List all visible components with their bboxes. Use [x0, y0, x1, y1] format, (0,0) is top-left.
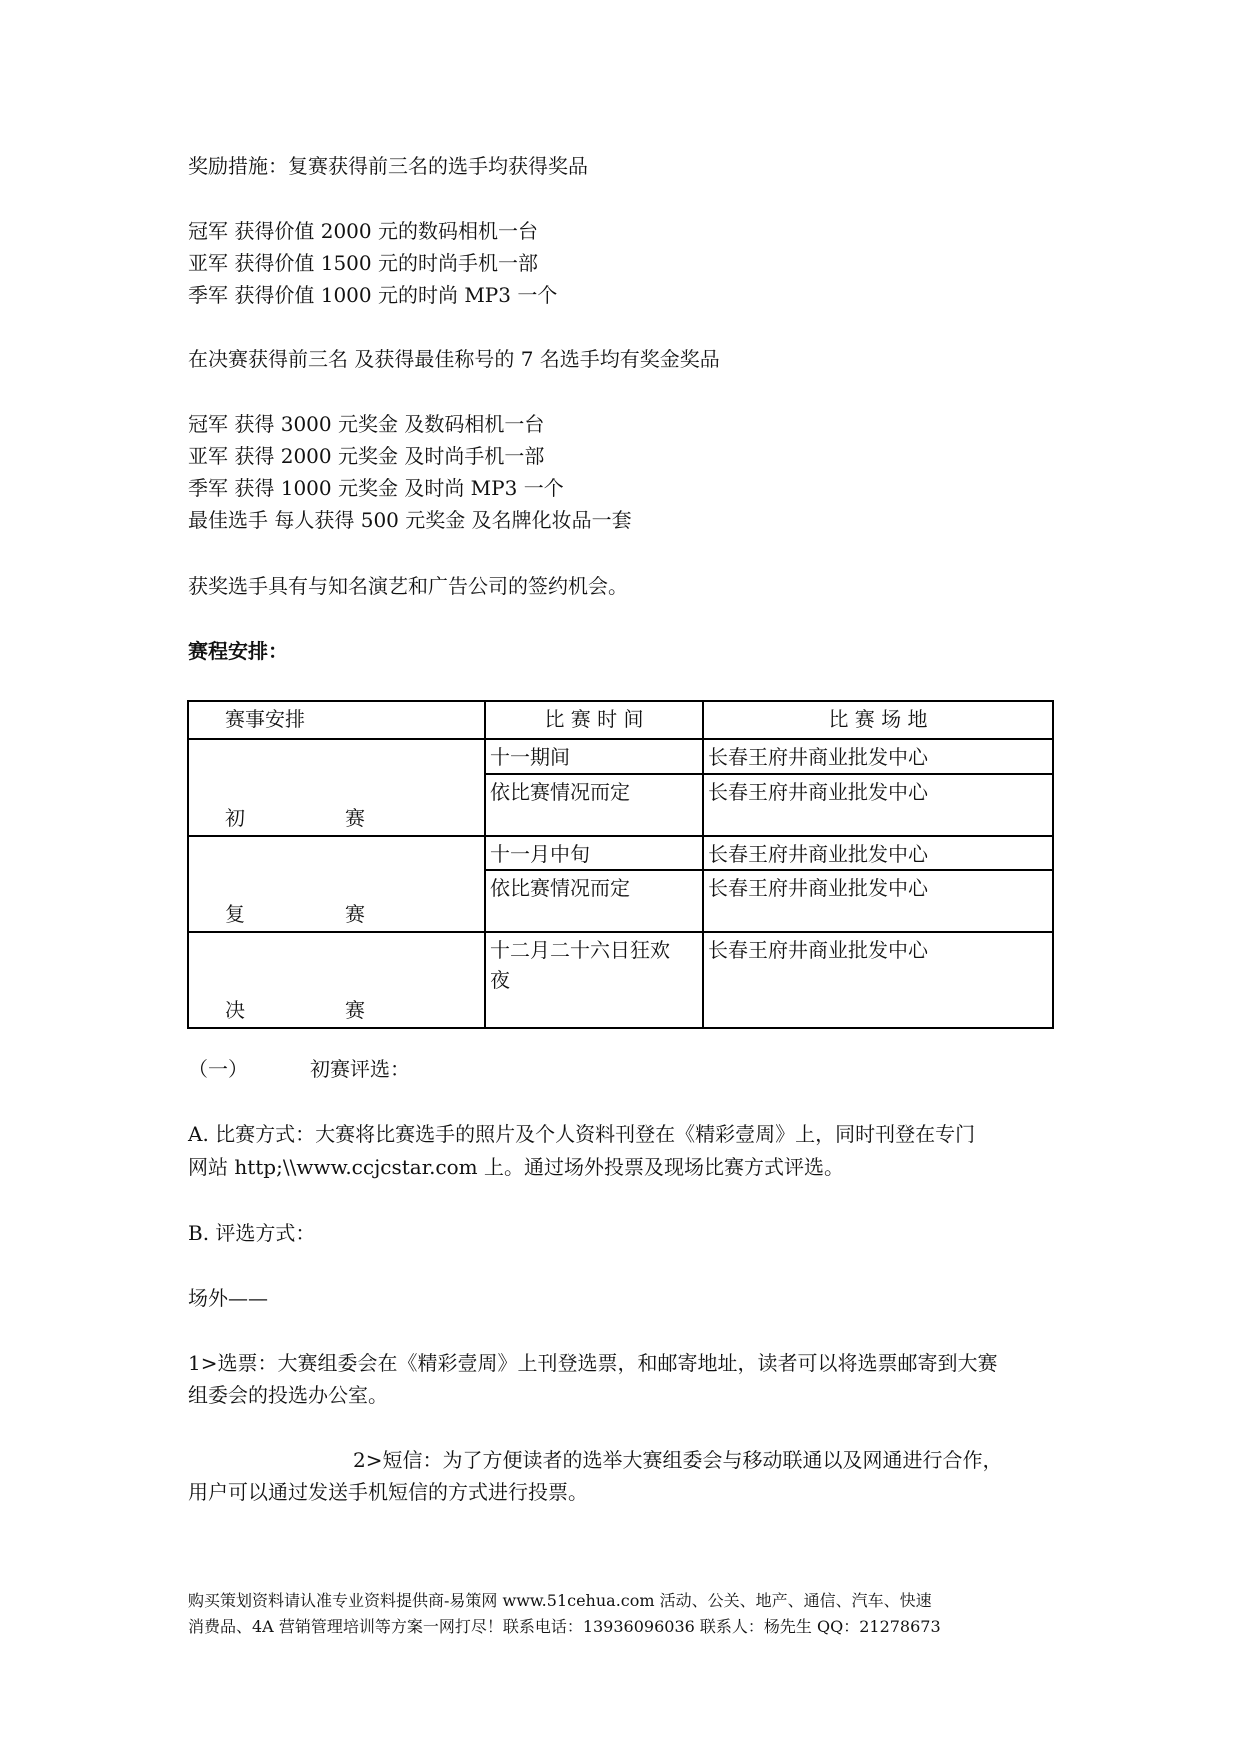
- stage-semi-label-a: 复: [225, 902, 245, 926]
- semi-time-1: 十一月中旬: [485, 836, 703, 870]
- reward-intro: 奖励措施：复赛获得前三名的选手均获得奖品: [188, 154, 588, 178]
- stage-prelim-label-b: 赛: [345, 806, 365, 830]
- semi-prize-2: 亚军 获得价值 1500 元的时尚手机一部: [188, 251, 538, 275]
- final-prize-1: 冠军 获得 3000 元奖金 及数码相机一台: [188, 412, 545, 436]
- offsite-label: 场外——: [188, 1286, 268, 1310]
- prelim-venue-1: 长春王府井商业批发中心: [703, 739, 1053, 774]
- final-prize-3: 季军 获得 1000 元奖金 及时尚 MP3 一个: [188, 476, 564, 500]
- table-row: [188, 739, 1053, 774]
- table-row: [188, 932, 1053, 1028]
- contract-note: 获奖选手具有与知名演艺和广告公司的签约机会。: [188, 574, 628, 598]
- final-time-line1: 十二月二十六日狂欢: [490, 938, 670, 962]
- section-number: （一）: [188, 1057, 248, 1081]
- footer-line1: 购买策划资料请认准专业资料提供商-易策网 www.51cehua.com 活动、公关、地产、通信、汽车、快速: [188, 1591, 932, 1610]
- final-time-line2: 夜: [490, 968, 510, 992]
- semi-prize-3: 季军 获得价值 1000 元的时尚 MP3 一个: [188, 283, 558, 307]
- method-b: B. 评选方式：: [188, 1221, 316, 1245]
- stage-final-label-b: 赛: [345, 998, 365, 1022]
- col-event-header: 赛事安排: [188, 701, 485, 739]
- table-row: [188, 836, 1053, 870]
- stage-semi: [188, 836, 485, 932]
- stage-final-label-a: 决: [225, 998, 245, 1022]
- footer-line2: 消费品、4A 营销管理培训等方案一网打尽！联系电话：13936096036 联系人：杨先生 QQ：21278673: [188, 1617, 941, 1636]
- stage-final: [188, 932, 485, 1028]
- final-time: [485, 932, 703, 1028]
- col-time-header: 比 赛 时 间: [485, 701, 703, 739]
- final-venue: 长春王府井商业批发中心: [703, 932, 1053, 1028]
- vote-sms-line2: 用户可以通过发送手机短信的方式进行投票。: [188, 1480, 588, 1504]
- semi-venue-1: 长春王府井商业批发中心: [703, 836, 1053, 870]
- schedule-header-row: [188, 701, 1053, 739]
- final-intro: 在决赛获得前三名 及获得最佳称号的 7 名选手均有奖金奖品: [188, 347, 720, 371]
- method-a-line1: A. 比赛方式：大赛将比赛选手的照片及个人资料刊登在《精彩壹周》上，同时刊登在专门: [188, 1122, 976, 1146]
- section-title: 初赛评选：: [310, 1057, 410, 1081]
- stage-semi-label-b: 赛: [345, 902, 365, 926]
- stage-prelim: [188, 739, 485, 836]
- final-prize-best: 最佳选手 每人获得 500 元奖金 及名牌化妆品一套: [188, 508, 632, 532]
- semi-prize-1: 冠军 获得价值 2000 元的数码相机一台: [188, 219, 538, 243]
- vote-sms-line1: 2>短信：为了方便读者的选举大赛组委会与移动联通以及网通进行合作，: [353, 1448, 1003, 1472]
- prelim-venue-2: 长春王府井商业批发中心: [703, 774, 1053, 836]
- stage-prelim-label-a: 初: [225, 806, 245, 830]
- method-a-line2: 网站 http;\\www.ccjcstar.com 上。通过场外投票及现场比赛方式评选。: [188, 1155, 844, 1179]
- semi-venue-2: 长春王府井商业批发中心: [703, 870, 1053, 932]
- semi-time-2: 依比赛情况而定: [485, 870, 703, 932]
- schedule-heading: 赛程安排：: [188, 639, 288, 663]
- final-prize-2: 亚军 获得 2000 元奖金 及时尚手机一部: [188, 444, 545, 468]
- selection-heading: [188, 1055, 410, 1083]
- prelim-time-2: 依比赛情况而定: [485, 774, 703, 836]
- col-venue-header: 比 赛 场 地: [703, 701, 1053, 739]
- vote-ballot-line1: 1>选票：大赛组委会在《精彩壹周》上刊登选票，和邮寄地址，读者可以将选票邮寄到大赛: [188, 1351, 998, 1375]
- prelim-time-1: 十一期间: [485, 739, 703, 774]
- schedule-table: [187, 700, 1054, 1029]
- vote-ballot-line2: 组委会的投选办公室。: [188, 1383, 388, 1407]
